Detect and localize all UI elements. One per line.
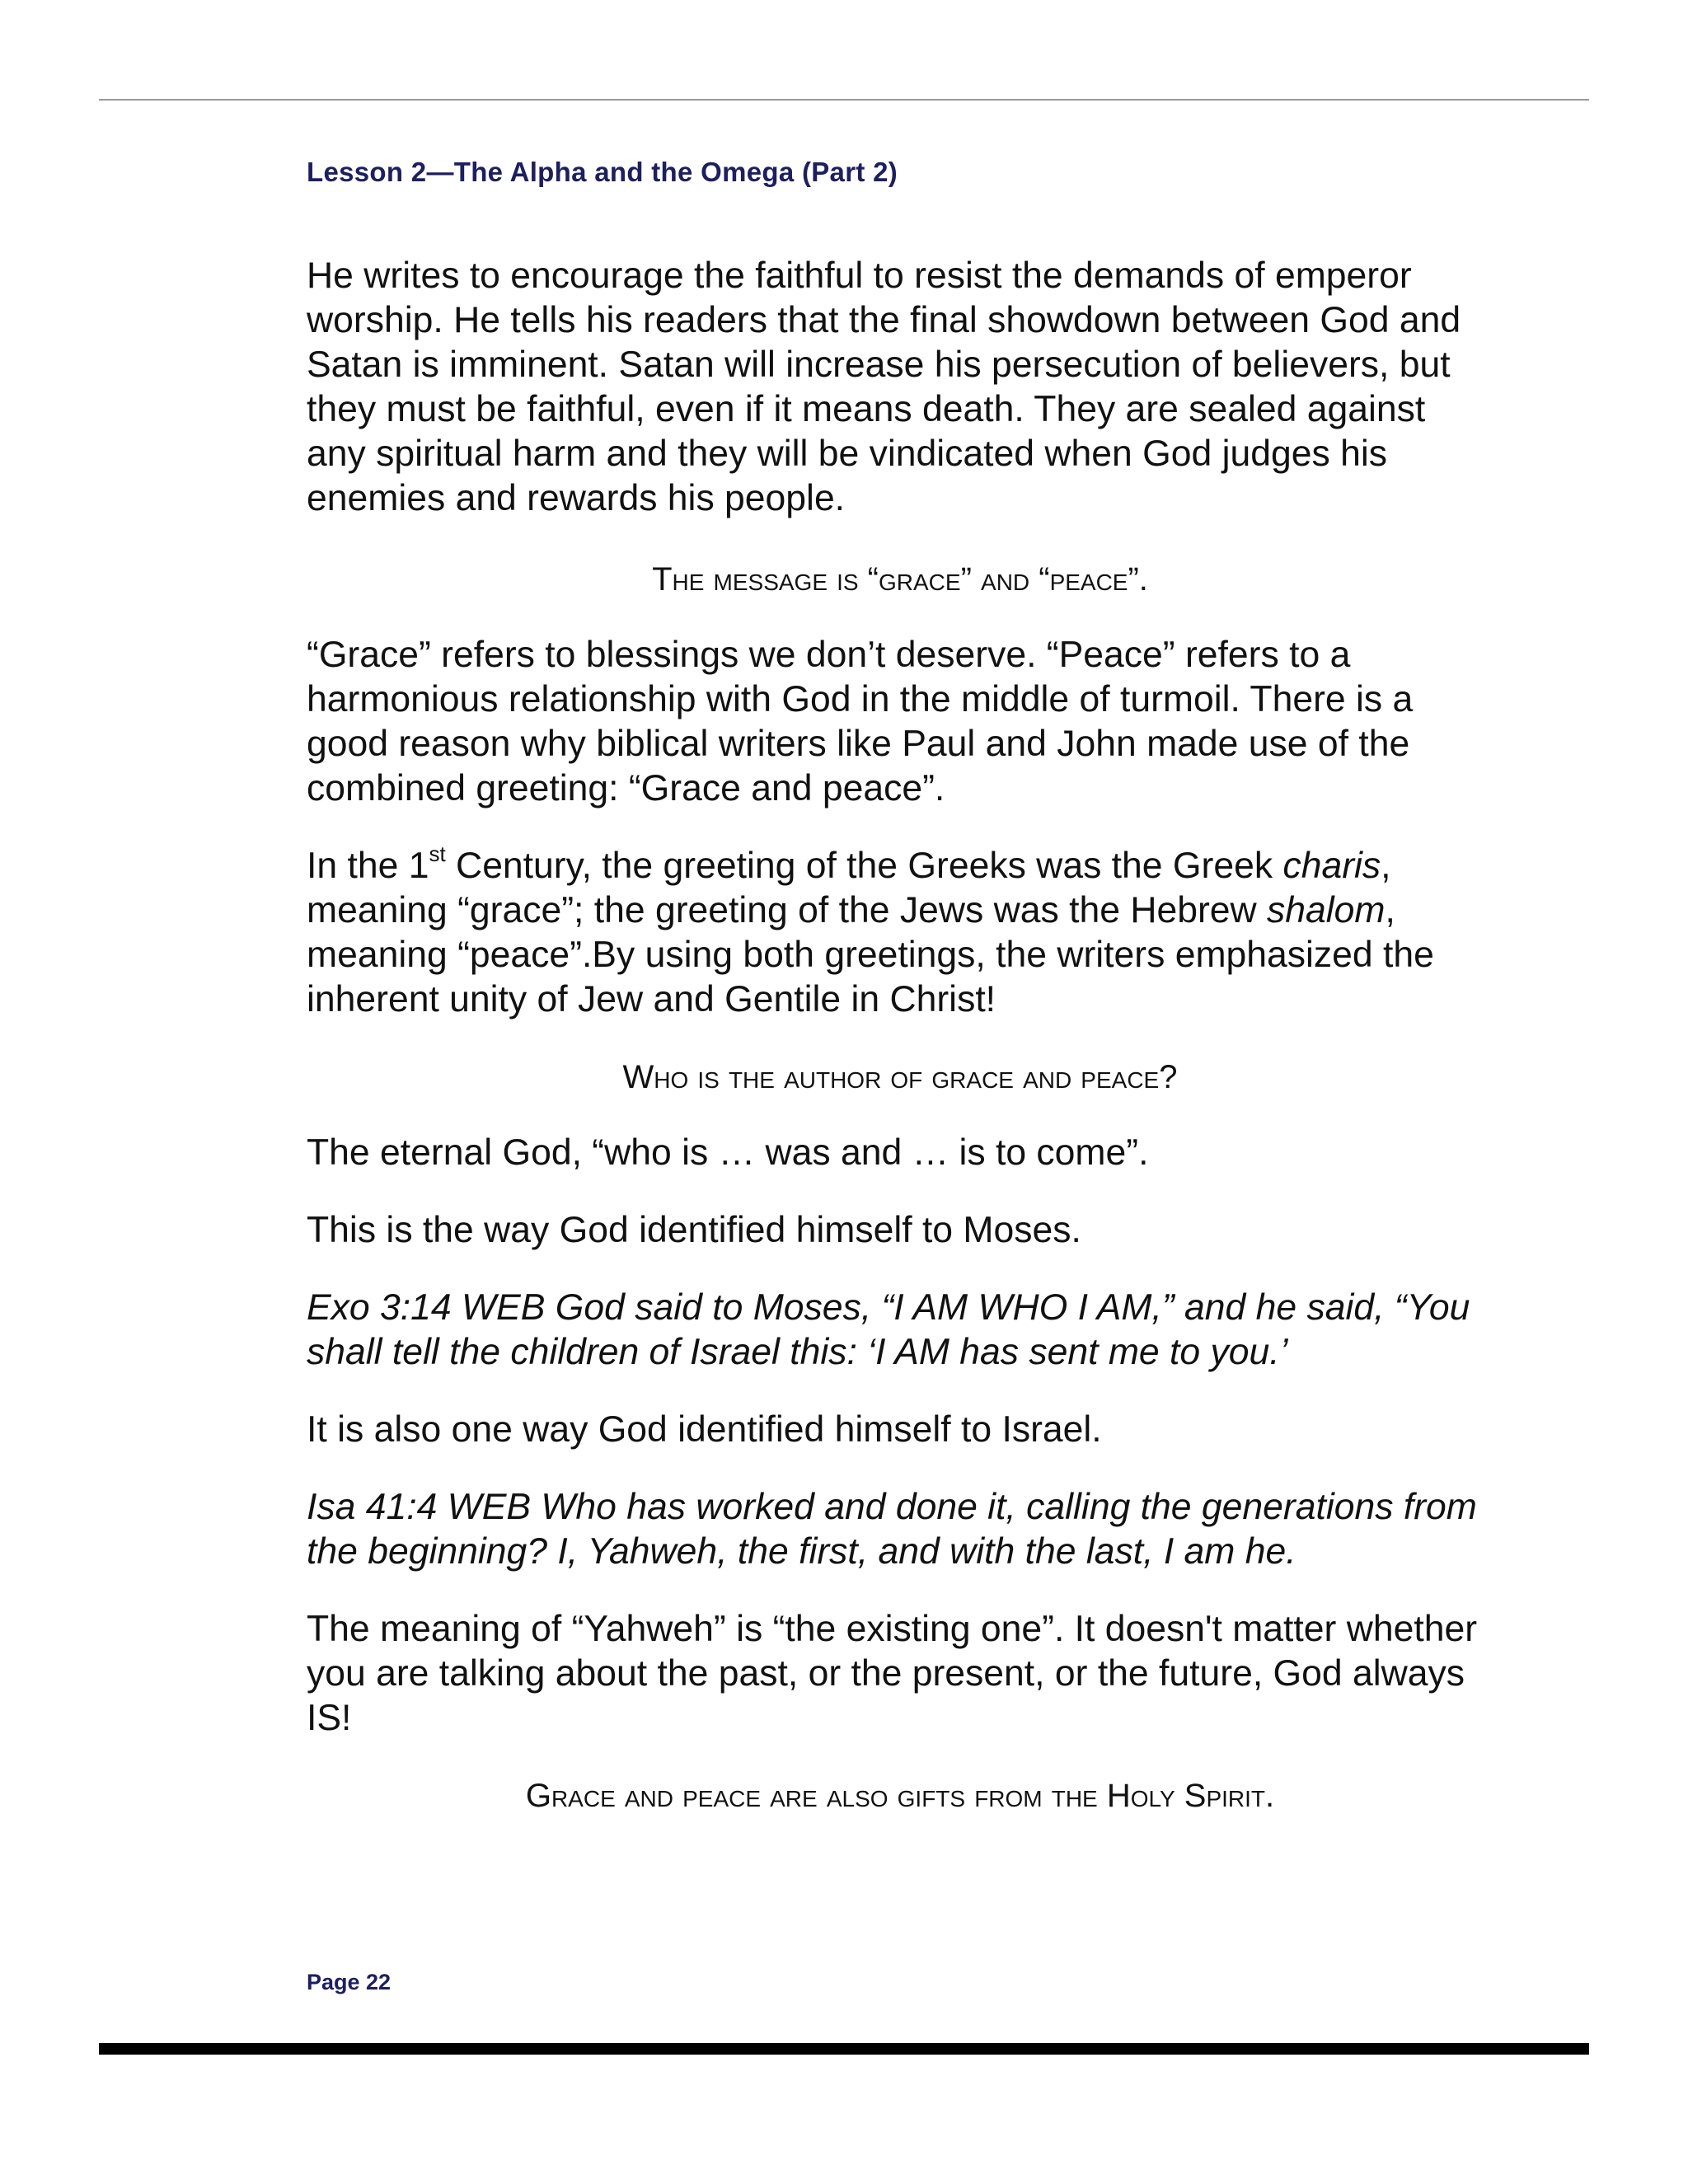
- section-heading-holy-spirit: Grace and peace are also gifts from the Holy Spirit.: [525, 1778, 1275, 1814]
- page-number: Page 22: [307, 1970, 392, 1994]
- page-content: [307, 254, 1493, 1849]
- paragraph-yahweh-meaning: The meaning of “Yahweh” is “the existing one”. It doesn't matter whether you are talking about the past, or the present, or the future, God always IS!: [307, 1609, 1478, 1738]
- paragraph-grace-peace-definition: “Grace” refers to blessings we don’t deserve. “Peace” refers to a harmonious relationship with God in the middle of turmoil. There is a good reason why biblical writers like Paul and John made use of the combined greeting: “Grace and peace”.: [307, 635, 1414, 808]
- scripture-quote-isaiah: Isa 41:4 WEB Who has worked and done it, calling the generations from the beginning? I, Yahweh, the first, and with the last, I am he.: [307, 1487, 1477, 1572]
- term-shalom: shalom: [1267, 890, 1386, 930]
- ordinal-superscript: st: [429, 841, 446, 867]
- bottom-divider: [99, 2043, 1589, 2055]
- paragraph-eternal-god: The eternal God, “who is … was and … is to come”.: [307, 1132, 1149, 1173]
- section-heading-message: The message is “grace” and “peace”.: [652, 561, 1148, 598]
- greetings-text-3: , meaning “grace”; the greeting of the Jews was the Hebrew: [307, 846, 1391, 930]
- greetings-text-4: , meaning “peace”.By using both greetings, the writers emphasized the inherent unity of Jew and Gentile in Christ!: [307, 890, 1434, 1019]
- greetings-text-1: In the 1: [307, 846, 429, 886]
- paragraph-greetings: [307, 841, 1493, 1022]
- scripture-quote-exodus: Exo 3:14 WEB God said to Moses, “I AM WHO I AM,” and he said, “You shall tell the children of Israel this: ‘I AM has sent me to you.’: [307, 1287, 1470, 1372]
- paragraph-israel: It is also one way God identified himself to Israel.: [307, 1409, 1102, 1450]
- term-charis: charis: [1282, 846, 1381, 886]
- paragraph-moses: This is the way God identified himself to Moses.: [307, 1210, 1081, 1250]
- running-header: Lesson 2—The Alpha and the Omega (Part 2): [307, 157, 898, 187]
- top-divider: [99, 99, 1589, 101]
- greetings-text-2: Century, the greeting of the Greeks was the Greek: [445, 846, 1283, 886]
- section-heading-author: Who is the author of grace and peace?: [622, 1059, 1178, 1095]
- paragraph-persecution: He writes to encourage the faithful to resist the demands of emperor worship. He tells his readers that the final showdown between God and Satan is imminent. Satan will increase his persecution of believers, but they must be faithful, even if it means death. They are sealed against any spiritual harm and they will be vindicated when God judges his enemies and rewards his people.: [307, 255, 1461, 518]
